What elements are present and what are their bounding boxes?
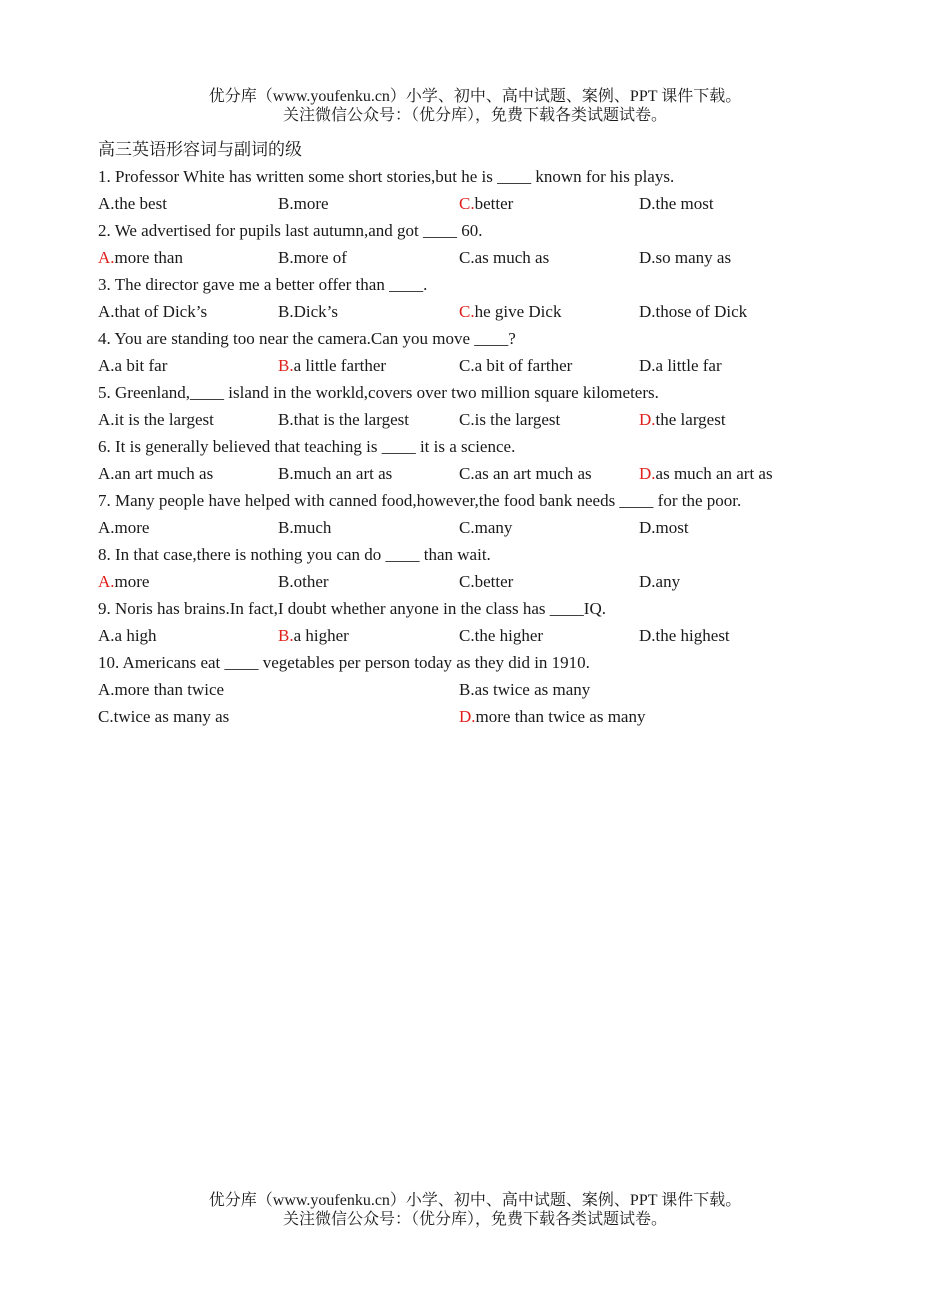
options-row-4 — [98, 352, 898, 379]
option-d: D.the highest — [639, 626, 730, 645]
question-5: 5. Greenland,____ island in the workld,covers over two million square kilometers. — [98, 383, 659, 402]
document-title: 高三英语形容词与副词的级 — [98, 140, 302, 159]
option-a: A.more — [98, 518, 150, 537]
option-d: D.a little far — [639, 356, 722, 375]
option-a: A.an art much as — [98, 464, 214, 483]
question-10: 10. Americans eat ____ vegetables per person today as they did in 1910. — [98, 653, 590, 672]
options-row-2 — [98, 244, 898, 271]
option-d: D.as much an art as — [639, 464, 773, 483]
options-row-10a — [98, 676, 898, 703]
question-8: 8. In that case,there is nothing you can do ____ than wait. — [98, 545, 491, 564]
option-d: D.more than twice as many — [459, 707, 646, 726]
header-banner — [0, 87, 950, 125]
document-body — [98, 136, 898, 730]
option-c: C.he give Dick — [459, 302, 562, 321]
option-c: C.the higher — [459, 626, 544, 645]
option-a: A.a bit far — [98, 356, 168, 375]
option-a: A.it is the largest — [98, 410, 214, 429]
option-b: B.that is the largest — [278, 410, 409, 429]
question-7: 7. Many people have helped with canned food,however,the food bank needs ____ for the poor. — [98, 491, 742, 510]
header-line-2: 关注微信公众号：（优分库），免费下载各类试题试卷。 — [282, 107, 667, 124]
option-a: A.more than — [98, 248, 183, 267]
question-1: 1. Professor White has written some short stories,but he is ____ known for his plays. — [98, 167, 675, 186]
option-d: D.most — [639, 518, 689, 537]
question-2: 2. We advertised for pupils last autumn,and got ____ 60. — [98, 221, 483, 240]
options-row-3 — [98, 298, 898, 325]
options-row-8 — [98, 568, 898, 595]
question-3: 3. The director gave me a better offer than ____. — [98, 275, 428, 294]
footer-line-2: 关注微信公众号：（优分库），免费下载各类试题试卷。 — [282, 1211, 667, 1228]
options-row-10b — [98, 703, 898, 730]
option-c: C.better — [459, 194, 514, 213]
question-9: 9. Noris has brains.In fact,I doubt whether anyone in the class has ____IQ. — [98, 599, 606, 618]
option-b: B.much — [278, 518, 332, 537]
option-b: B.a higher — [278, 626, 349, 645]
option-c: C.twice as many as — [98, 707, 230, 726]
option-c: C.many — [459, 518, 513, 537]
header-line-1: 优分库（www.youfenku.cn）小学、初中、高中试题、案例、PPT 课件下载。 — [208, 88, 742, 105]
option-b: B.more — [278, 194, 329, 213]
option-b: B.as twice as many — [459, 680, 591, 699]
footer-line-1: 优分库（www.youfenku.cn）小学、初中、高中试题、案例、PPT 课件下载。 — [208, 1192, 742, 1209]
footer-banner — [0, 1191, 950, 1229]
option-c: C.a bit of farther — [459, 356, 573, 375]
option-c: C.as an art much as — [459, 464, 592, 483]
option-b: B.a little farther — [278, 356, 387, 375]
option-a: A.more — [98, 572, 150, 591]
question-4: 4. You are standing too near the camera.Can you move ____? — [98, 329, 516, 348]
options-row-1 — [98, 190, 898, 217]
option-b: B.other — [278, 572, 329, 591]
options-row-7 — [98, 514, 898, 541]
option-d: D.those of Dick — [639, 302, 748, 321]
option-d: D.so many as — [639, 248, 732, 267]
options-row-5 — [98, 406, 898, 433]
question-6: 6. It is generally believed that teaching is ____ it is a science. — [98, 437, 516, 456]
options-row-9 — [98, 622, 898, 649]
option-a: A.a high — [98, 626, 157, 645]
option-a: A.that of Dick’s — [98, 302, 208, 321]
option-d: D.the largest — [639, 410, 726, 429]
option-b: B.more of — [278, 248, 347, 267]
option-c: C.as much as — [459, 248, 550, 267]
option-b: B.Dick’s — [278, 302, 338, 321]
option-d: D.the most — [639, 194, 714, 213]
options-row-6 — [98, 460, 898, 487]
option-c: C.is the largest — [459, 410, 561, 429]
option-d: D.any — [639, 572, 681, 591]
option-b: B.much an art as — [278, 464, 393, 483]
option-a: A.the best — [98, 194, 167, 213]
option-c: C.better — [459, 572, 514, 591]
option-a: A.more than twice — [98, 680, 225, 699]
